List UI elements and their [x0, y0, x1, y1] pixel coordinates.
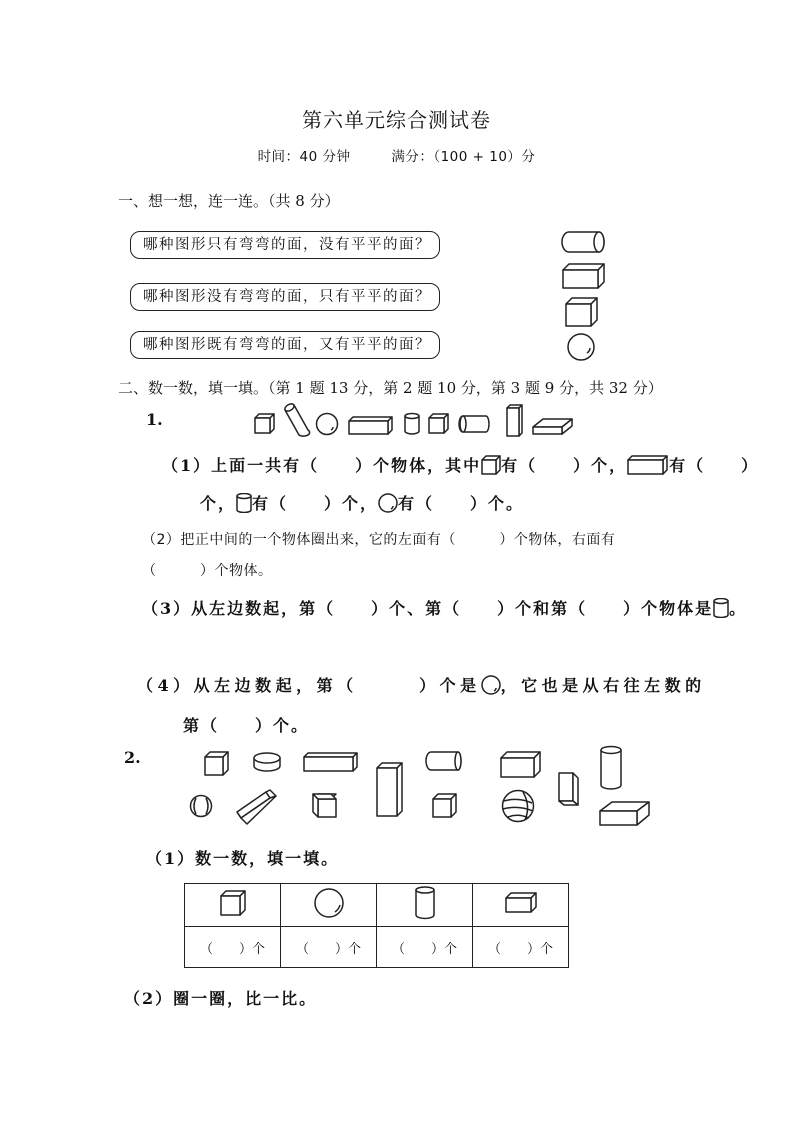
q1-part1-text-d: 个，: [200, 494, 237, 513]
count-table: [184, 883, 569, 968]
cylinder-icon[interactable]: [561, 230, 607, 254]
q1-part4-line2: 第（ ）个。: [183, 716, 310, 735]
object-1-cube-icon[interactable]: [254, 413, 276, 435]
q1-part1-text-e: 有（ ）个，: [252, 494, 379, 513]
q2-part2-label: （2）圈一圈，比一比。: [124, 989, 318, 1008]
count-blank-sphere[interactable]: （ ）个: [281, 927, 377, 968]
q1-part2-line2: （ ）个物体。: [142, 563, 273, 579]
q2-cuboid-icon[interactable]: [500, 751, 542, 779]
q2-short-cylinder-icon[interactable]: [253, 752, 281, 774]
object-4-cuboid-icon[interactable]: [348, 416, 394, 436]
q1-part3-end: 。: [729, 599, 748, 618]
cylinder-icon: [414, 886, 436, 920]
object-7-lying-cylinder-icon[interactable]: [458, 415, 490, 433]
count-blank-cube[interactable]: （ ）个: [185, 927, 281, 968]
q2-tall-cuboid-icon[interactable]: [376, 762, 404, 818]
section1-heading: 一、想一想，连一连。（共 8 分）: [118, 192, 340, 210]
sphere-icon: [378, 493, 398, 517]
cube-icon[interactable]: [565, 297, 599, 327]
q1-part1-text-c: 有（ ）: [669, 456, 760, 475]
q1-part1-line2: [200, 491, 524, 517]
object-5-cylinder-icon[interactable]: [404, 413, 420, 435]
q2-flat-cuboid-icon[interactable]: [599, 800, 651, 828]
cylinder-icon: [236, 493, 252, 517]
question-bubble-1[interactable]: 哪种图形只有弯弯的面，没有平平的面？: [130, 231, 440, 259]
q1-part3: [142, 596, 747, 622]
cuboid-icon[interactable]: [562, 263, 606, 289]
q2-tilted-cuboid-icon[interactable]: [236, 788, 278, 826]
question-number-1: 1.: [146, 410, 163, 429]
q2-small-tall-cuboid-icon[interactable]: [558, 772, 580, 808]
count-blank-cylinder[interactable]: （ ）个: [377, 927, 473, 968]
q2-tall-cylinder-icon[interactable]: [600, 746, 622, 790]
cuboid-icon: [504, 891, 538, 915]
count-table-header-cuboid: [473, 884, 569, 927]
q2-baseball-icon[interactable]: [189, 794, 213, 818]
q2-part1-label: （1）数一数，填一填。: [146, 849, 340, 868]
q1-part4-line1: [137, 673, 706, 699]
cube-icon: [481, 455, 501, 479]
count-table-header-cylinder: [377, 884, 473, 927]
q1-part1-text-f: 有（ ）个。: [398, 494, 525, 513]
cube-icon: [219, 889, 247, 917]
q1-part4-text-b: ，它也是从右往左数的: [500, 676, 706, 695]
count-table-header-sphere: [281, 884, 377, 927]
count-table-header-cube: [185, 884, 281, 927]
question-bubble-2[interactable]: 哪种图形没有弯弯的面，只有平平的面？: [130, 283, 440, 311]
q1-part1-line1: [162, 453, 759, 479]
cylinder-icon: [713, 598, 729, 622]
question-bubble-3[interactable]: 哪种图形既有弯弯的面，又有平平的面？: [130, 331, 440, 359]
object-9-flat-cuboid-icon[interactable]: [532, 417, 574, 437]
count-blank-cuboid[interactable]: （ ）个: [473, 927, 569, 968]
question-number-2: 2.: [124, 748, 141, 767]
q2-basketball-icon[interactable]: [501, 789, 535, 823]
sphere-icon: [481, 675, 501, 699]
count-table-answer-row: [185, 927, 569, 968]
q1-part2-line1: （2）把正中间的一个物体圈出来，它的左面有（ ）个物体，右面有: [142, 532, 616, 548]
exam-meta: [0, 145, 793, 165]
q2-cube-icon[interactable]: [204, 751, 230, 777]
cuboid-icon: [627, 455, 669, 479]
q1-part3-text: （3）从左边数起，第（ ）个、第（ ）个和第（ ）个物体是: [142, 599, 714, 618]
object-8-tall-cuboid-icon[interactable]: [506, 404, 524, 438]
object-3-sphere-icon[interactable]: [315, 412, 339, 436]
object-2-tilted-cylinder-icon[interactable]: [282, 402, 310, 438]
q2-cube-3-icon[interactable]: [432, 793, 458, 819]
q2-lying-cylinder-icon[interactable]: [426, 751, 462, 771]
object-6-cube-icon[interactable]: [428, 413, 450, 435]
sphere-icon: [313, 887, 345, 919]
page-title: 第六单元综合测试卷: [302, 108, 491, 132]
q2-long-cuboid-icon[interactable]: [303, 752, 359, 774]
sphere-icon[interactable]: [566, 332, 596, 362]
time-limit: 时间：40 分钟: [257, 149, 351, 165]
count-table-icon-row: [185, 884, 569, 927]
q1-part1-text-b: 有（ ）个，: [501, 456, 628, 475]
section2-heading: 二、数一数，填一填。（第 1 题 13 分，第 2 题 10 分，第 3 题 9 分，共 32 分）: [118, 379, 663, 397]
q1-part4-text-a: （4）从左边数起，第（ ）个是: [137, 676, 481, 695]
full-score: 满分：（100 + 10）分: [391, 149, 536, 165]
q2-cube-2-icon[interactable]: [312, 793, 338, 819]
q1-part1-text-a: （1）上面一共有（ ）个物体，其中: [162, 456, 482, 475]
